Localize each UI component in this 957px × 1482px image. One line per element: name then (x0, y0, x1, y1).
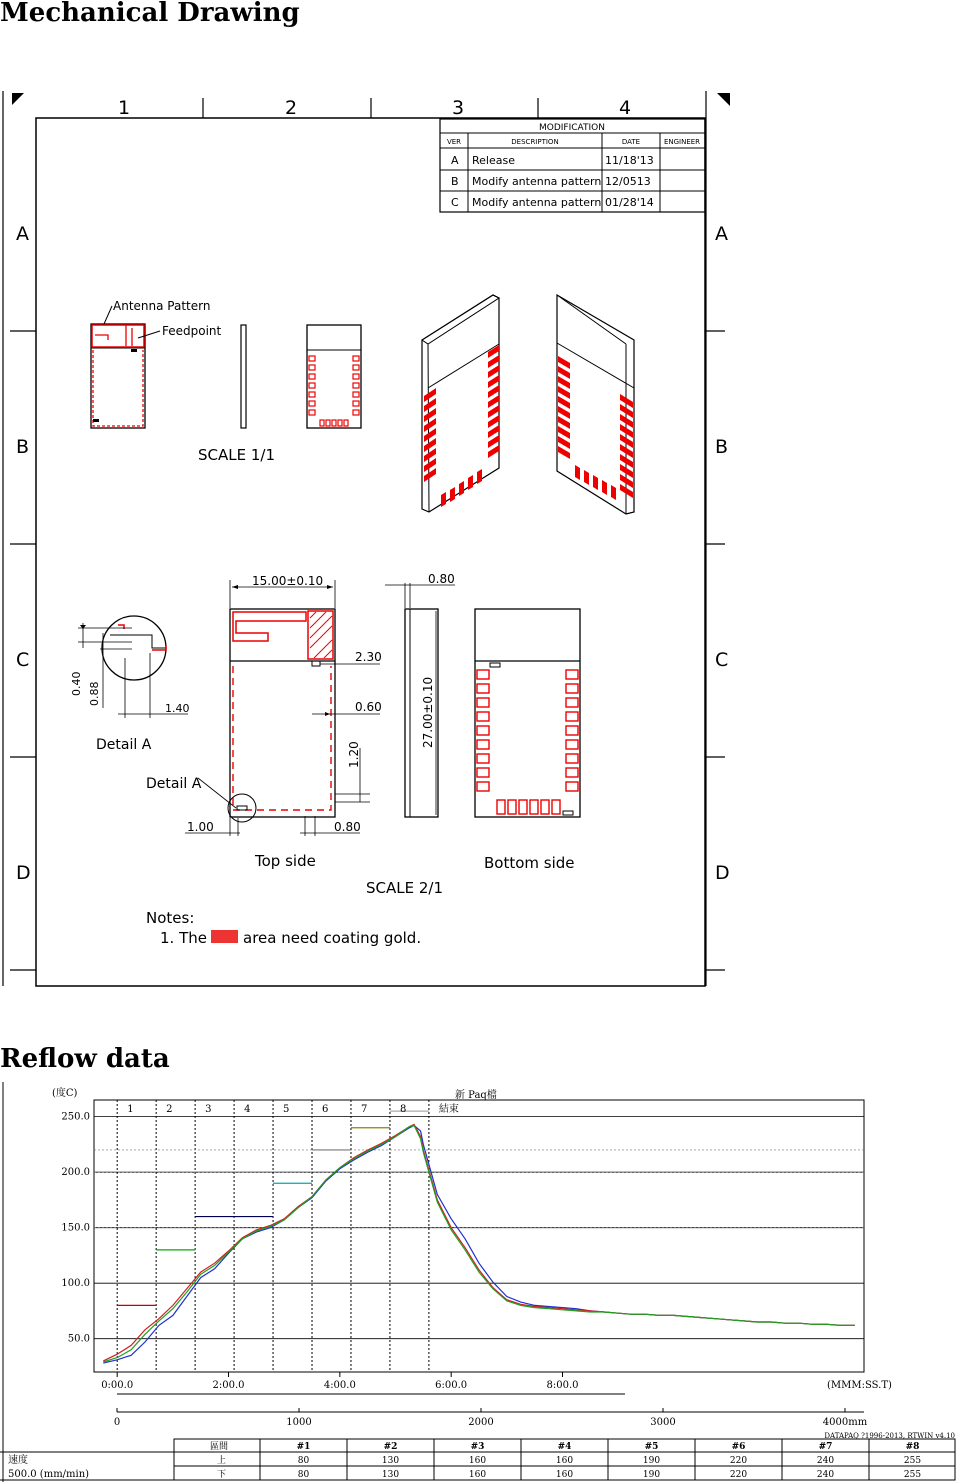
row-upper-label: 上 (217, 1456, 227, 1466)
dim-088: 0.88 (88, 681, 101, 706)
datapaq-credit: DATAPAQ ?1996-2013, RTWIN v4.10 (824, 1432, 955, 1440)
detail-a-reference: Detail A (146, 776, 202, 792)
mod-header-desc: DESCRIPTION (511, 138, 559, 146)
zone-dividers (117, 1100, 429, 1372)
zone-label: 4 (244, 1104, 251, 1115)
dim-width: 15.00±0.10 (252, 574, 324, 588)
zone-label: 結束 (438, 1104, 459, 1115)
upper-setpoint-cell: 240 (816, 1456, 835, 1466)
mod-header-ver: VER (446, 138, 462, 146)
zone-column-header: #2 (383, 1442, 398, 1452)
dim-040: 0.40 (70, 671, 83, 696)
corner-marker (717, 93, 730, 106)
zone-column-header: #4 (557, 1442, 572, 1452)
note-1-prefix: 1. The (160, 929, 207, 947)
module-isometric-top (557, 295, 634, 514)
mod-row-ver: C (451, 196, 459, 209)
note-1-text: area need coating gold. (243, 929, 422, 947)
distance-tick-label: 1000 (286, 1417, 312, 1428)
zone-label: 5 (283, 1104, 290, 1115)
zone-column-header: #1 (296, 1442, 311, 1452)
reflow-chart (0, 1082, 957, 1482)
zone-col-1: 1 (118, 97, 131, 119)
zone-row-d: D (16, 862, 31, 884)
zone-row-a: A (16, 223, 29, 245)
y-axis-ticks (61, 1112, 90, 1345)
lower-setpoint-cell: 190 (642, 1470, 661, 1480)
lower-setpoint-cell: 130 (381, 1470, 400, 1480)
zone-label: 1 (127, 1104, 134, 1115)
chart-y-unit: (度C) (52, 1088, 78, 1099)
dim-120: 1.20 (347, 741, 361, 768)
zone-col-3: 3 (452, 97, 465, 119)
dim-060: 0.60 (355, 700, 382, 714)
row-lower-label: 下 (217, 1470, 227, 1480)
y-tick-label: 100.0 (61, 1278, 90, 1290)
detail-a-label: Detail A (96, 737, 152, 753)
upper-setpoint-cell: 190 (642, 1456, 661, 1466)
mod-row-desc: Modify antenna pattern (472, 175, 602, 188)
x-tick-label: 2:00.0 (212, 1380, 245, 1391)
bottom-side-view (475, 609, 580, 817)
y-tick-label: 50.0 (67, 1333, 90, 1345)
x-axis-unit: (MMM:SS.T) (827, 1380, 892, 1391)
mod-row-ver: A (451, 154, 459, 167)
antenna-pattern-label: Antenna Pattern (113, 299, 211, 313)
y-tick-label: 150.0 (61, 1222, 90, 1234)
zone-column-header: #5 (644, 1442, 659, 1452)
zone-row-d-right: D (715, 862, 730, 884)
upper-setpoint-cell: 220 (729, 1456, 748, 1466)
zone-label: 7 (360, 1104, 368, 1115)
reflow-data-heading: Reflow data (0, 1044, 170, 1074)
module-top-view-small (91, 324, 145, 428)
modification-table (440, 119, 705, 212)
zone-row-b-right: B (715, 436, 729, 458)
zone-row-b: B (16, 436, 30, 458)
speed-value: 500.0 (mm/min) (8, 1469, 90, 1480)
zone-row-c-right: C (715, 649, 729, 671)
module-bottom-view-small (307, 325, 361, 428)
speed-label: 速度 (8, 1455, 28, 1466)
lower-setpoint-cell: 160 (555, 1470, 574, 1480)
zone-row-c: C (16, 649, 30, 671)
zone-header-label: 區間 (210, 1442, 229, 1452)
zone-label: 8 (399, 1104, 407, 1115)
y-tick-label: 200.0 (61, 1167, 90, 1179)
upper-setpoint-cell: 80 (297, 1456, 310, 1466)
lower-setpoint-cell: 240 (816, 1470, 835, 1480)
chart-title: 新 Paq檔 (455, 1090, 497, 1101)
module-side-view-small (241, 325, 246, 428)
temperature-series-line (103, 1126, 854, 1364)
zone-row-a-right: A (715, 223, 728, 245)
temperature-series (103, 1124, 854, 1363)
zone-label: 2 (166, 1104, 173, 1115)
x-tick-label: 4:00.0 (323, 1380, 356, 1391)
mechanical-drawing (0, 88, 745, 990)
distance-axis-ticks (114, 1408, 868, 1428)
scale-2-1-label: SCALE 2/1 (366, 879, 443, 897)
mod-header-date: DATE (621, 138, 641, 146)
zone-column-header: #7 (818, 1442, 833, 1452)
distance-tick-label: 4000mm (822, 1417, 868, 1428)
mod-row-desc: Release (472, 154, 515, 167)
notes-title: Notes: (146, 909, 195, 927)
modification-title: MODIFICATION (539, 123, 605, 133)
temperature-series-line (103, 1124, 854, 1361)
dim-230: 2.30 (355, 650, 382, 664)
upper-setpoint-cell: 160 (468, 1456, 487, 1466)
dim-height: 27.00±0.10 (421, 676, 435, 748)
zone-settings-table (0, 1430, 957, 1482)
top-side-view (185, 580, 380, 836)
mod-row-desc: Modify antenna pattern (472, 196, 602, 209)
side-view (385, 583, 455, 817)
zone-col-2: 2 (285, 97, 298, 119)
bottom-side-label: Bottom side (484, 854, 575, 872)
zone-labels (127, 1102, 459, 1115)
zone-label: 6 (322, 1104, 329, 1115)
x-tick-label: 0:00.0 (101, 1380, 134, 1391)
mod-row-date: 11/18'13 (605, 154, 654, 167)
lower-setpoint-cell: 255 (903, 1470, 922, 1480)
module-isometric-bottom (422, 295, 499, 512)
distance-tick-label: 2000 (468, 1417, 494, 1428)
corner-marker (12, 93, 24, 105)
mod-row-ver: B (451, 175, 459, 188)
drawing-frame (36, 118, 705, 986)
scale-1-1-label: SCALE 1/1 (198, 446, 275, 464)
top-side-label: Top side (255, 852, 316, 870)
upper-setpoint-cell: 255 (903, 1456, 922, 1466)
y-tick-label: 250.0 (61, 1111, 90, 1123)
x-tick-label: 8:00.0 (546, 1380, 579, 1391)
temperature-series-line (103, 1126, 854, 1363)
zone-column-header: #8 (905, 1442, 920, 1452)
zone-column-header: #6 (731, 1442, 746, 1452)
distance-tick-label: 3000 (650, 1417, 676, 1428)
zone-label: 3 (205, 1104, 212, 1115)
dim-100: 1.00 (187, 820, 214, 834)
zone-column-header: #3 (470, 1442, 485, 1452)
mechanical-drawing-heading: Mechanical Drawing (0, 0, 300, 28)
mod-header-engineer: ENGINEER (663, 138, 701, 146)
lower-setpoint-cell: 160 (468, 1470, 487, 1480)
dim-140: 1.40 (165, 702, 190, 715)
gold-coating-swatch (211, 930, 238, 943)
mod-row-date: 12/0513 (605, 175, 651, 188)
dim-thickness: 0.80 (428, 572, 455, 586)
x-tick-label: 6:00.0 (435, 1380, 468, 1391)
dim-080-bottom: 0.80 (334, 820, 361, 834)
lower-setpoint-cell: 220 (729, 1470, 748, 1480)
zone-col-4: 4 (619, 97, 632, 119)
lower-setpoint-cell: 80 (297, 1470, 310, 1480)
upper-setpoint-cell: 130 (381, 1456, 400, 1466)
x-axis-ticks (101, 1372, 578, 1391)
feedpoint-label: Feedpoint (162, 324, 222, 338)
distance-tick-label: 0 (113, 1417, 121, 1428)
plot-area (94, 1100, 864, 1372)
upper-setpoint-cell: 160 (555, 1456, 574, 1466)
mod-row-date: 01/28'14 (605, 196, 654, 209)
